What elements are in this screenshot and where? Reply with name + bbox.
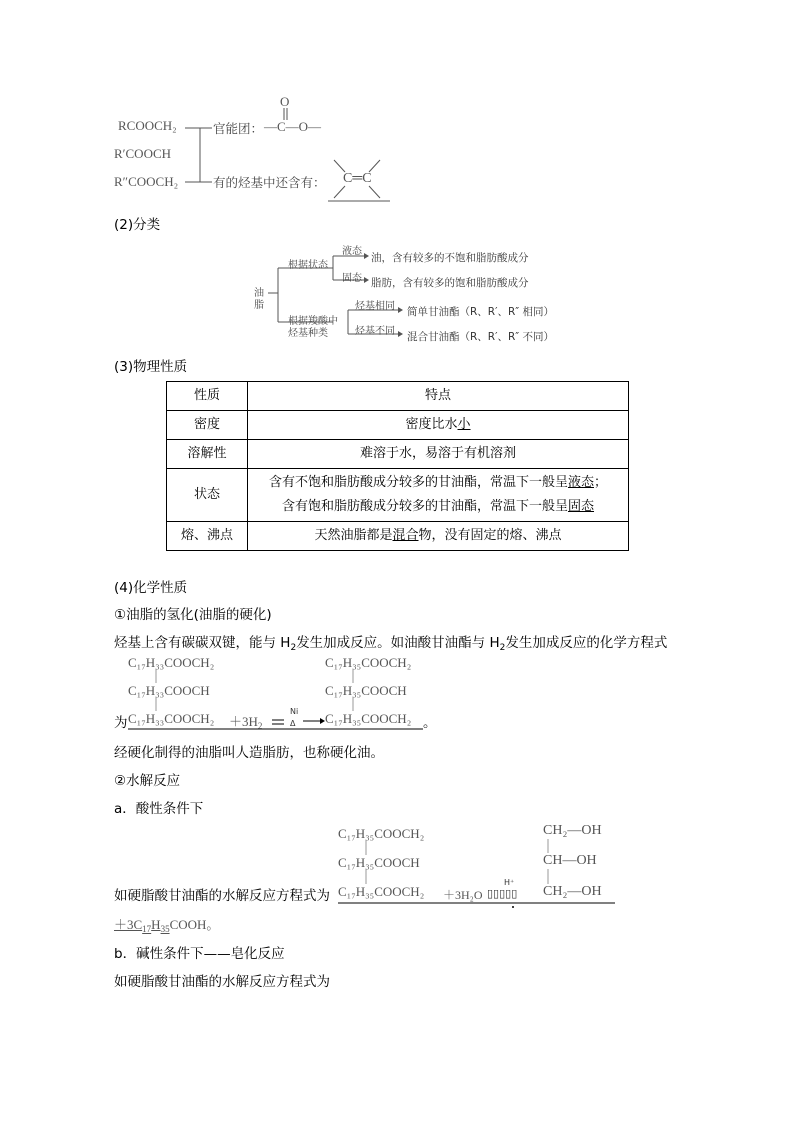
state-line2-answer: 固态 (568, 499, 595, 514)
hydrogenation-title: ①油脂的氢化(油脂的硬化) (114, 607, 272, 623)
glycerol-2: CH—OH (543, 853, 597, 868)
eq2-acid-end: COOH。 (169, 917, 220, 932)
by-acid-label-1: 根据羧酸中 (288, 316, 338, 327)
basic-title: b．碱性条件下——皂化反应 (114, 946, 285, 962)
hardened-note: 经硬化制得的油脂叫人造脂肪，也称硬化油。 (114, 745, 384, 761)
physical-heading: (3)物理性质 (114, 359, 188, 375)
formula-line-1: RCOOCH₂ (118, 118, 177, 133)
diff-label: 烃基不同 (355, 326, 395, 337)
carbonyl-oxygen: O (280, 94, 290, 109)
h2-subscript: 2 (290, 643, 297, 653)
eq2-acid-product (114, 914, 219, 934)
liquid-result: 油，含有较多的不饱和脂肪酸成分 (371, 252, 529, 264)
saponification-prefix: 如硬脂酸甘油酯的水解反应方程式为 (114, 974, 330, 990)
eq2-left-1: C₁₇H₃₅COOCH₂ (338, 826, 425, 841)
density-label: 密度 (167, 411, 248, 440)
hydrogenation-text-b: 发生加成反应。如油酸甘油酯与 H (296, 635, 500, 651)
same-label: 烃基相同 (355, 301, 395, 312)
by-acid-label-2: 烃基种类 (288, 328, 328, 339)
eq2-catalyst: H⁺ (504, 878, 515, 887)
solubility-value: 难溶于水，易溶于有机溶剂 (248, 440, 629, 469)
eq1-left-2: C₁₇H₃₃COOCH (128, 683, 210, 698)
glycerol-1: CH₂—OH (543, 823, 602, 838)
eq1-prefix: 为 (114, 715, 128, 731)
liquid-label: 液态 (342, 246, 362, 257)
eq1-heat: Δ (290, 719, 296, 728)
eq2-left-2: C₁₇H₃₅COOCH (338, 855, 420, 870)
hydrolysis-title: ②水解反应 (114, 773, 181, 789)
hydrocarbon-label: 有的烃基中还含有： (213, 175, 326, 190)
classification-heading: (2)分类 (114, 217, 161, 233)
eq2-acid-h: H (151, 917, 161, 932)
h2-subscript: 2 (499, 643, 506, 653)
header-property: 性质 (167, 382, 248, 411)
header-feature: 特点 (248, 382, 629, 411)
melting-text: 天然油脂都是 (314, 528, 393, 543)
same-result: 简单甘油酯（R、R′、R″ 相同） (407, 306, 555, 318)
melting-text-end: 物，没有固定的熔、沸点 (418, 528, 562, 543)
melting-answer: 混合 (392, 528, 419, 543)
eq1-right-2: C₁₇H₃₅COOCH (325, 683, 407, 698)
eq1-left-1: C₁₇H₃₃COOCH₂ (128, 655, 215, 670)
eq2-water: ＋3H₂O (443, 888, 483, 902)
eq1-right-1: C₁₇H₃₅COOCH₂ (325, 655, 412, 670)
eq1-end: 。 (423, 715, 437, 731)
hydrogenation-text-c: 发生加成反应的化学方程式 (505, 635, 668, 651)
state-line1-answer: 液态 (567, 475, 594, 490)
diff-result: 混合甘油酯（R、R′、R″ 不同） (407, 331, 555, 343)
state-line1-end: ； (594, 475, 608, 490)
eq1-right-3: C₁₇H₃₅COOCH₂ (325, 711, 412, 726)
eq1-left-3: C₁₇H₃₃COOCH₂ (128, 711, 215, 726)
functional-group-label: 官能团： (213, 121, 264, 136)
by-state-label: 根据状态 (288, 260, 328, 271)
eq2-acid-sub-35: 35 (160, 924, 170, 934)
eq1-h2-sub: 2 (257, 721, 263, 731)
formula-line-3: R″COOCH₂ (114, 174, 179, 189)
solid-label: 固态 (342, 273, 362, 284)
double-bond: C═C (343, 171, 372, 186)
formula-line-2: R′COOCH (114, 146, 172, 161)
eq1-plus-text: ＋3H (229, 714, 258, 729)
state-line1-text: 含有不饱和脂肪酸成分较多的甘油酯，常温下一般呈 (268, 475, 568, 490)
state-line2-text: 含有饱和脂肪酸成分较多的甘油酯，常温下一般呈 (281, 499, 568, 514)
melting-label: 熔、沸点 (167, 522, 248, 551)
ester-linkage: —C—O— (264, 119, 322, 134)
density-answer: 小 (457, 417, 471, 432)
eq1-catalyst: Ni (290, 707, 299, 716)
solubility-label: 溶解性 (167, 440, 248, 469)
eq2-prefix: 如硬脂酸甘油酯的水解反应方程式为 (114, 888, 330, 904)
state-label: 状态 (167, 469, 248, 522)
chemical-heading: (4)化学性质 (114, 580, 188, 596)
eq2-left-3: C₁₇H₃₅COOCH₂ (338, 884, 425, 899)
glycerol-3: CH₂—OH (543, 884, 602, 899)
solid-result: 脂肪，含有较多的饱和脂肪酸成分 (371, 277, 529, 289)
tree-root-bottom: 脂 (254, 300, 264, 311)
acidic-title: a．酸性条件下 (114, 801, 204, 817)
eq2-acid-coef: ＋3C (114, 917, 143, 932)
eq2-acid-sub-17: 17 (142, 924, 152, 934)
tree-root-top: 油 (254, 288, 264, 299)
eq2-boxes: ▯▯▯▯▯ (487, 887, 518, 900)
density-text: 密度比水 (405, 417, 458, 432)
hydrogenation-text-a: 烃基上含有碳碳双键，能与 H (114, 635, 291, 651)
